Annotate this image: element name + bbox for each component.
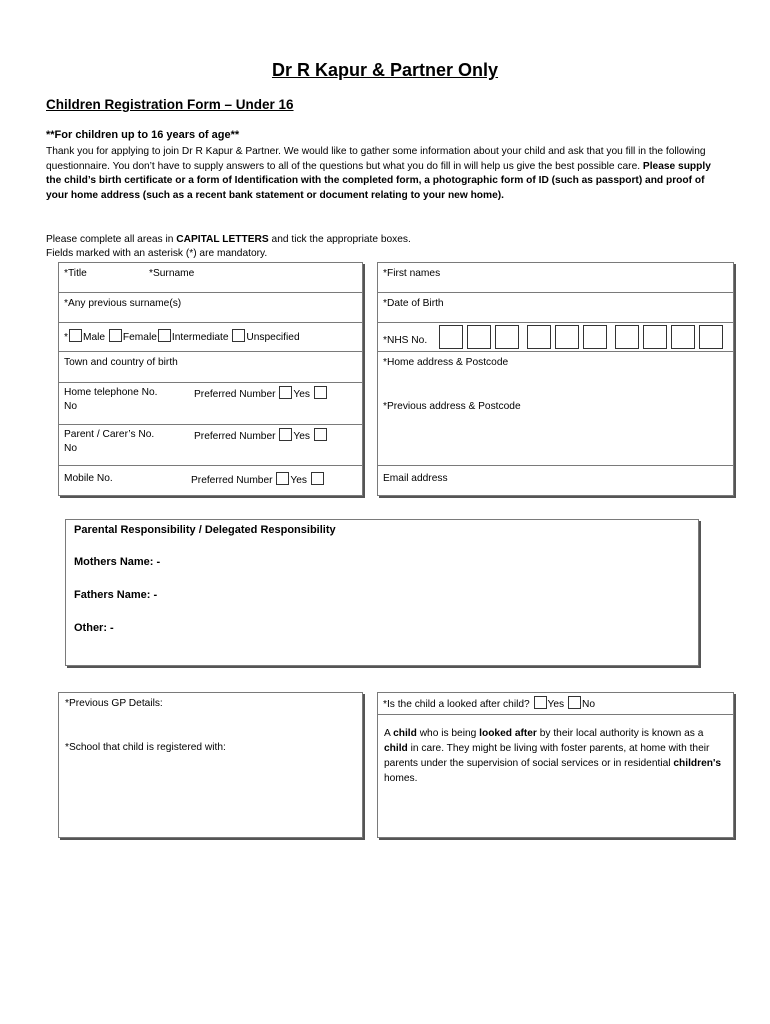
yes-label: Yes <box>293 389 310 400</box>
looked-after-yes-checkbox[interactable] <box>534 696 547 709</box>
mothers-name-field[interactable]: Mothers Name: - <box>74 556 161 568</box>
mobile-label: Mobile No. <box>64 473 113 484</box>
parent-preferred-yes-checkbox[interactable] <box>279 428 292 441</box>
address-field[interactable] <box>378 352 733 466</box>
previous-surname-label: *Any previous surname(s) <box>64 298 182 309</box>
intro-paragraph <box>46 145 726 203</box>
school-field[interactable]: *School that child is registered with: <box>65 742 226 753</box>
yes-label: Yes <box>293 431 310 442</box>
looked-after-question-row <box>378 693 733 715</box>
mobile-preferred-no-checkbox[interactable] <box>311 472 324 485</box>
intro-required-docs: Please supply the child’s birth certificate or a form of Identification with the completed form, a photographic form of ID (such as passport) and proof of your home address (such as a recent bank statement or document relating to your new home). <box>46 160 711 201</box>
male-checkbox[interactable] <box>69 329 82 342</box>
nhs-digit-box[interactable] <box>467 325 491 349</box>
email-field[interactable] <box>378 466 733 497</box>
nhs-digit-box[interactable] <box>699 325 723 349</box>
home-telephone-label: Home telephone No. <box>64 387 158 398</box>
looked-after-box <box>377 692 734 838</box>
nhs-digit-box[interactable] <box>671 325 695 349</box>
preferred-label: Preferred Number <box>194 431 276 442</box>
unspecified-checkbox[interactable] <box>232 329 245 342</box>
nhs-digit-box[interactable] <box>643 325 667 349</box>
parent-preferred-no-checkbox[interactable] <box>314 428 327 441</box>
instructions <box>46 233 726 248</box>
parental-responsibility-box <box>65 519 699 666</box>
fathers-name-field[interactable]: Fathers Name: - <box>74 589 158 601</box>
mobile-field[interactable] <box>59 466 362 497</box>
home-telephone-field[interactable] <box>59 383 362 425</box>
email-label: Email address <box>383 473 448 484</box>
nhs-digit-box[interactable] <box>527 325 551 349</box>
no-label: No <box>64 401 78 412</box>
nhs-digit-box[interactable] <box>439 325 463 349</box>
preferred-label: Preferred Number <box>191 475 273 486</box>
looked-after-question: *Is the child a looked after child? <box>383 699 530 710</box>
title-label: *Title <box>64 268 87 279</box>
instr-capital: CAPITAL LETTERS <box>176 234 269 245</box>
surname-label: *Surname <box>149 268 195 279</box>
date-of-birth-label: *Date of Birth <box>383 298 444 309</box>
instr-pre: Please complete all areas in <box>46 234 177 245</box>
mobile-preferred <box>191 472 325 488</box>
looked-after-yes-label: Yes <box>547 699 565 710</box>
first-names-field[interactable] <box>378 263 733 293</box>
home-preferred-yes-checkbox[interactable] <box>279 386 292 399</box>
title-surname-row[interactable] <box>59 263 362 293</box>
preferred-label: Preferred Number <box>194 389 276 400</box>
mobile-preferred-yes-checkbox[interactable] <box>276 472 289 485</box>
nhs-label: *NHS No. <box>383 335 428 346</box>
child-details-right <box>377 262 734 496</box>
age-heading: **For children up to 16 years of age** <box>46 129 240 141</box>
female-checkbox[interactable] <box>109 329 122 342</box>
other-name-field[interactable]: Other: - <box>74 622 114 634</box>
nhs-digit-box[interactable] <box>495 325 519 349</box>
parent-carer-field[interactable] <box>59 425 362 466</box>
first-names-label: *First names <box>383 268 441 279</box>
gender-asterisk: * <box>64 332 68 343</box>
date-of-birth-field[interactable] <box>378 293 733 323</box>
parent-carer-label: Parent / Carer’s No. <box>64 429 155 440</box>
intro-text: Thank you for applying to join Dr R Kapur & Partner. We would like to gather some information about your child and ask that you fill in the following questionnaire. You don’t have to supply answers to all of the questions but what you do fill in will help us give the best possible care. <box>46 146 706 172</box>
looked-after-no-checkbox[interactable] <box>568 696 581 709</box>
no-label: No <box>64 443 78 454</box>
home-address-label: *Home address & Postcode <box>383 357 509 368</box>
form-title: Dr R Kapur & Partner Only <box>271 60 499 80</box>
previous-gp-field[interactable]: *Previous GP Details: <box>65 698 163 709</box>
nhs-digit-box[interactable] <box>555 325 579 349</box>
parent-preferred <box>194 428 328 444</box>
gp-school-box <box>58 692 363 838</box>
nhs-digit-box[interactable] <box>583 325 607 349</box>
unspecified-label: Unspecified <box>246 332 300 343</box>
form-subtitle: Children Registration Form – Under 16 <box>46 97 294 112</box>
previous-address-label: *Previous address & Postcode <box>383 401 521 412</box>
town-label: Town and country of birth <box>64 357 178 368</box>
instr-post: and tick the appropriate boxes. <box>268 234 411 245</box>
home-preferred <box>194 386 328 402</box>
nhs-number-row <box>378 323 733 352</box>
female-label: Female <box>122 332 157 343</box>
yes-label: Yes <box>290 475 307 486</box>
male-label: Male <box>82 332 106 343</box>
home-preferred-no-checkbox[interactable] <box>314 386 327 399</box>
parental-heading: Parental Responsibility / Delegated Responsibility <box>74 524 336 536</box>
looked-after-no-label: No <box>582 699 596 710</box>
previous-surname-field[interactable] <box>59 293 362 323</box>
gender-row <box>59 323 362 352</box>
mandatory-note: Fields marked with an asterisk (*) are mandatory. <box>46 248 268 259</box>
town-of-birth-field[interactable] <box>59 352 362 383</box>
child-details-left <box>58 262 363 496</box>
intermediate-checkbox[interactable] <box>158 329 171 342</box>
intermediate-label: Intermediate <box>171 332 229 343</box>
looked-after-description: A child who is being looked after by their local authority is known as a child in care. They might be living with foster parents, at home with their parents under the supervision of social services or in residential children's homes. <box>384 728 722 784</box>
nhs-digit-box[interactable] <box>615 325 639 349</box>
